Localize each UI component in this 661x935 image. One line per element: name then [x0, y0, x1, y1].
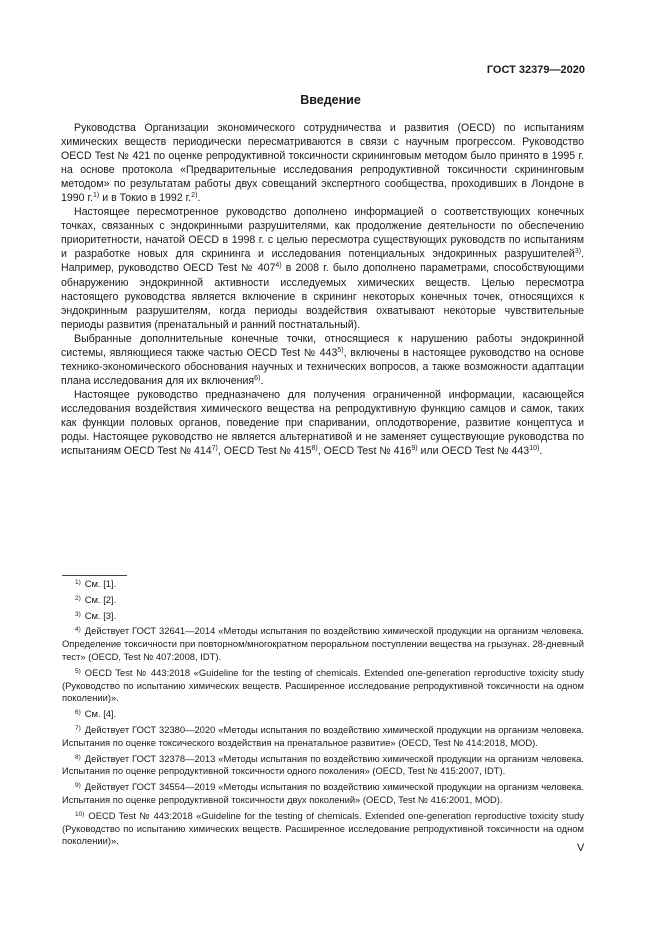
footnote-ref: 7) — [211, 445, 218, 453]
footnote-ref: 2) — [191, 192, 198, 200]
standard-header: ГОСТ 32379—2020 — [486, 64, 585, 76]
footnote-8: $^{8)}$ Действует ГОСТ 32378—2013 «Методы испытания по воздействию химической продукции на организм человека. Испытания по оценке репродуктивной токсичности одного поколения» (OECD, Test № 415:2007, IDT). — [62, 752, 584, 777]
footnote-ref: 9) — [411, 445, 418, 453]
paragraph-1: Руководства Организации экономического сотрудничества и развития (OECD) по испытаниям химических веществ периодически пересматриваются в связи с научным прогрессом. Руководство OECD Test № 421 по оценке репродуктивной токсичности скрининговым методом было принято в 1995 г. на основе протокола «Предварительные исследования репродуктивной токсичности скрининговым методом» по результатам работы двух совещаний экспертного сообщества, проходивших в Лондоне в 1990 г.$^{1)}$ и в Токио в 1992 г.$^{2)}$. — [61, 122, 584, 205]
footnotes — [62, 578, 584, 851]
footnote-1: $^{1)}$ См. [1]. — [75, 578, 117, 589]
footnote-ref: 3) — [574, 248, 582, 256]
paragraph-3: Выбранные дополнительные конечные точки, относящиеся к нарушению работы эндокринной системы, являющиеся также частью OECD Test № 443$^{5)}$, включены в настоящее руководство на основе технико-экономического обоснования научных и технических вопросов, а также возможности адаптации плана исследования для их включения$^{6)}$. — [61, 332, 584, 387]
footnote-2: $^{2)}$ См. [2]. — [75, 593, 117, 605]
footnote-ref: 4) — [275, 262, 282, 270]
footnote-divider — [62, 575, 127, 576]
footnote-5: $^{5)}$ OECD Test № 443:2018 «Guideline for the testing of chemicals. Extended one-generation reproductive toxicity study (Руководство по испытанию химических веществ. Расширенное исследование репродуктивной токсичности на одном поколении)». — [62, 666, 584, 704]
paragraph-2: Настоящее пересмотренное руководство дополнено информацией о соответствующих конечных точках, связанных с эндокринными разрушителями, как продолжение деятельности по обеспечению приоритетности, начатой OECD в 1998 г. с целью пересмотра существующих руководств по испытаниям и разработке новых для скрининга и исследования потенциальных эндокринных разрушителей$^{3)}$. Например, руководство OECD Test № 407$^{4)}$ в 2008 г. было дополнено параметрами, способствующими обнаружению эндокринной активности исследуемых химических веществ. Целью пересмотра настоящего руководства является включение в скрининг некоторых конечных точек, относящихся к эндокринным разрушителям, когда периоды воздействия охватывают некоторые чувствительные периоды развития (пренатальный и ранний постнатальный). — [61, 206, 585, 331]
section-title: Введение — [300, 93, 361, 107]
footnote-4: $^{4)}$ Действует ГОСТ 32641—2014 «Методы испытания по воздействию химической продукции на организм человека. Определение токсичности при повторном/многократном пероральном поступлении вещества на грызунах. 28-дневный тест» (OECD, Test № 407:2008, IDT). — [62, 625, 584, 662]
footnote-7: $^{7)}$ Действует ГОСТ 32380—2020 «Методы испытания по воздействию химической продукции на организм человека. Испытания по оценке токсического воздействия на пренатальное развитие» (OECD, Test № 414:2018, MOD). — [62, 723, 584, 748]
paragraph-4: Настоящее руководство предназначено для получения ограниченной информации, касающейся исследования воздействия химического вещества на репродуктивную функцию самцов и самок, таких как функции половых органов, поведение при спаривании, оплодотворение, развитие концептуса и роды. Настоящее руководство не является альтернативой и не заменяет существующие руководства по испытаниям OECD Test № 414$^{7)}$, OECD Test № 415$^{8)}$, OECD Test № 416$^{9)}$ или OECD Test № 443$^{10)}$. — [61, 388, 584, 458]
footnote-ref: 10) — [529, 445, 540, 453]
footnote-6: $^{6)}$ См. [4]. — [75, 708, 117, 720]
footnote-ref: 6) — [254, 374, 261, 382]
footnote-ref: 1) — [93, 192, 100, 200]
page-number: V — [577, 842, 585, 854]
introduction-body — [61, 121, 584, 458]
footnote-ref: 8) — [311, 445, 318, 453]
footnote-3: $^{3)}$ См. [3]. — [75, 609, 117, 621]
footnote-10: $^{10)}$ OECD Test № 443:2018 «Guideline for the testing of chemicals. Extended one-generation reproductive toxicity study (Руководство по испытанию химических веществ. Расширенное исследование репродуктивной токсичности на одном поколении)». — [62, 809, 584, 847]
footnote-9: $^{9)}$ Действует ГОСТ 34554—2019 «Методы испытания по воздействию химической продукции на организм человека. Испытания по оценке репродуктивной токсичности двух поколений» (OECD, Test № 416:2001, MOD). — [62, 781, 584, 805]
footnote-ref: 5) — [337, 346, 344, 354]
